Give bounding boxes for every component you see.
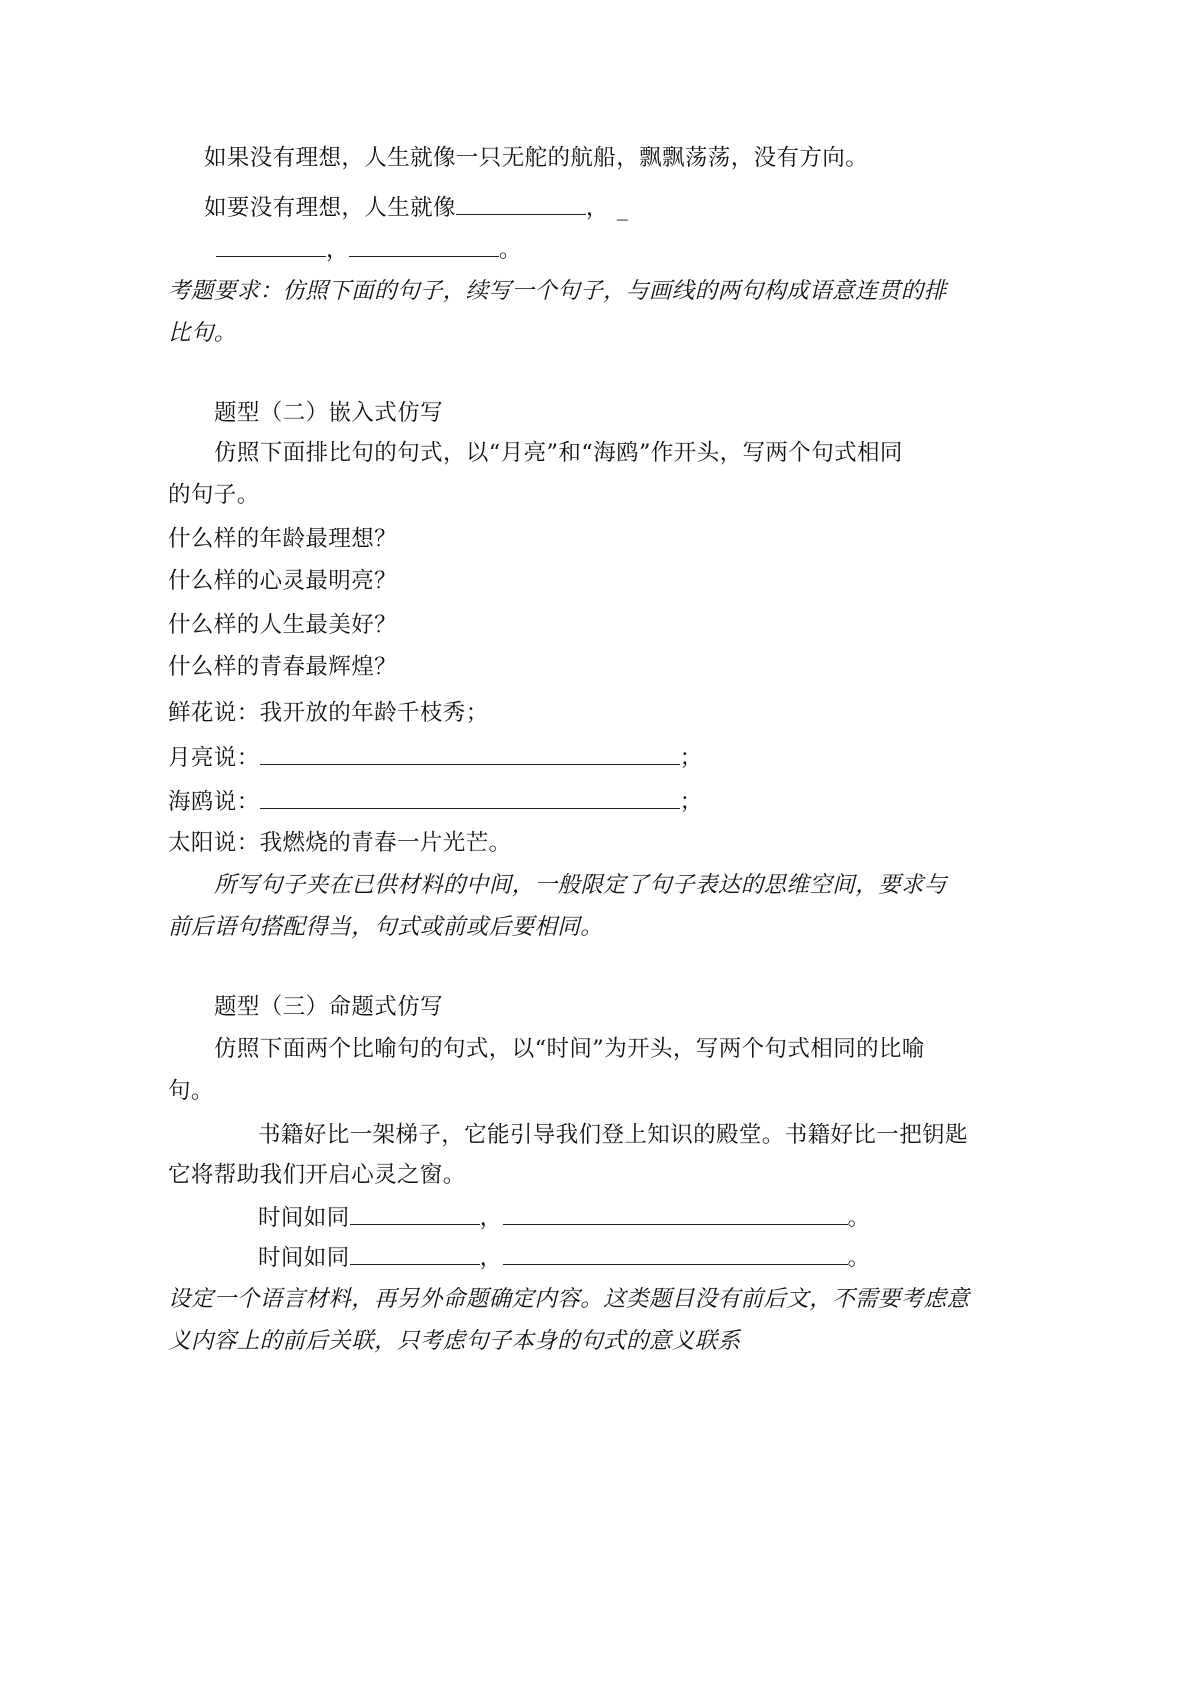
prompt-text: 时间如同 [258, 1245, 350, 1271]
time-prompt-line [258, 1242, 870, 1273]
comma: ， [479, 1205, 503, 1231]
answer-blank[interactable] [260, 786, 680, 809]
comma: ， [326, 237, 349, 263]
period: 。 [847, 1245, 871, 1271]
section-heading: 题型（三）命题式仿写 [214, 994, 444, 1020]
requirement-note: 考题要求：仿照下面的句子，续写一个句子，与画线的两句构成语意连贯的排 [168, 278, 947, 304]
explanation-note: 设定一个语言材料，再另外命题确定内容。这类题目没有前后文，不需要考虑意 [168, 1286, 970, 1312]
semicolon: ； [679, 789, 703, 815]
example-sentence: 它将帮助我们开启心灵之窗。 [168, 1162, 466, 1188]
sun-line: 太阳说：我燃烧的青春一片光芒。 [168, 830, 512, 856]
instruction: 句。 [168, 1078, 214, 1104]
answer-blank[interactable] [216, 234, 326, 257]
time-prompt-line [258, 1202, 870, 1233]
comma: ， [479, 1245, 503, 1271]
answer-blank[interactable] [260, 742, 680, 765]
seagull-label: 海鸥说： [168, 789, 260, 815]
example-sentence: 如果没有理想，人生就像一只无舵的航船，飘飘荡荡，没有方向。 [204, 145, 869, 171]
moon-label: 月亮说： [168, 745, 260, 771]
section-heading: 题型（二）嵌入式仿写 [214, 400, 444, 426]
period: 。 [498, 237, 522, 263]
requirement-note: 比句。 [168, 320, 237, 346]
explanation-note: 前后语句搭配得当，句式或前或后要相同。 [168, 914, 604, 940]
answer-blank[interactable] [503, 1242, 848, 1265]
flower-line: 鲜花说：我开放的年龄千枝秀； [168, 700, 489, 726]
answer-blank[interactable] [456, 192, 586, 215]
fill-in-prompt-1-continued [216, 234, 522, 265]
answer-blank[interactable] [503, 1202, 848, 1225]
question-line: 什么样的人生最美好？ [168, 612, 398, 638]
answer-blank[interactable] [350, 1202, 480, 1225]
question-line: 什么样的青春最辉煌？ [168, 654, 398, 680]
instruction: 仿照下面两个比喻句的句式，以“时间”为开头，写两个句式相同的比喻 [214, 1036, 925, 1062]
instruction: 的句子。 [168, 482, 260, 508]
explanation-note: 所写句子夹在已供材料的中间，一般限定了句子表达的思维空间，要求与 [214, 872, 947, 898]
semicolon: ； [679, 745, 703, 771]
period: 。 [847, 1205, 871, 1231]
instruction: 仿照下面排比句的句式，以“月亮”和“海鸥”作开头，写两个句式相同 [214, 440, 903, 466]
moon-line [168, 742, 703, 773]
question-line: 什么样的年龄最理想？ [168, 526, 398, 552]
comma: ， [585, 195, 609, 221]
example-sentence: 书籍好比一架梯子，它能引导我们登上知识的殿堂。书籍好比一把钥匙 [258, 1122, 968, 1148]
prompt-text: 如要没有理想，人生就像 [204, 195, 456, 221]
question-line: 什么样的心灵最明亮？ [168, 568, 398, 594]
answer-blank[interactable] [349, 234, 499, 257]
answer-blank[interactable] [350, 1242, 480, 1265]
trailing-dash: _ [616, 195, 629, 221]
explanation-note: 义内容上的前后关联，只考虑句子本身的句式的意义联系 [168, 1328, 741, 1354]
seagull-line [168, 786, 703, 817]
fill-in-prompt-1 [204, 192, 628, 223]
prompt-text: 时间如同 [258, 1205, 350, 1231]
